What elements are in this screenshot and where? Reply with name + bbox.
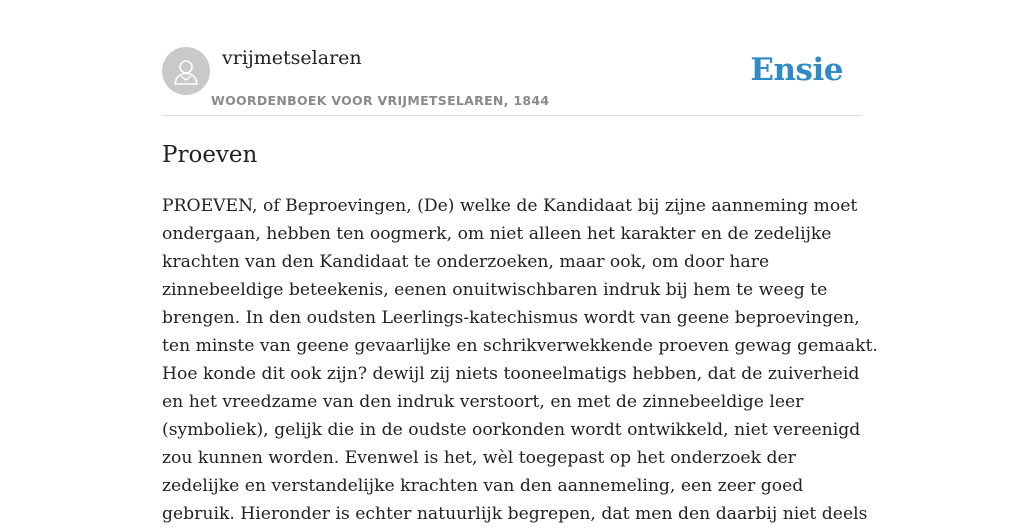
article-body	[162, 192, 878, 528]
body-line: krachten van den Kandidaat te onderzoeken, maar ook, om door hare	[162, 252, 770, 272]
article-container	[162, 0, 878, 524]
body-line: zinnebeeldige beteekenis, eenen onuitwischbaren indruk bij hem te weeg te	[162, 280, 828, 300]
body-line: gebruik. Hieronder is echter natuurlijk begrepen, dat men den daarbij niet deels	[162, 504, 868, 524]
author-avatar[interactable]	[162, 47, 210, 95]
body-line: brengen. In den oudsten Leerlings-katechismus wordt van geene beproevingen,	[162, 308, 860, 328]
user-icon	[171, 56, 201, 86]
body-line: Hoe konde dit ook zijn? dewijl zij niets tooneelmatigs hebben, dat de zuiverheid	[162, 364, 860, 384]
body-line: en het vreedzame van den indruk verstoort, en met de zinnebeeldige leer	[162, 392, 804, 412]
article-title: Proeven	[162, 142, 258, 168]
source-label[interactable]: WOORDENBOEK VOOR VRIJMETSELAREN, 1844	[211, 93, 550, 108]
body-line: ondergaan, hebben ten oogmerk, om niet alleen het karakter en de zedelijke	[162, 224, 832, 244]
author-name[interactable]: vrijmetselaren	[222, 47, 362, 69]
body-line: zedelijke en verstandelijke krachten van den aannemeling, een zeer goed	[162, 476, 804, 496]
body-line: ten minste van geene gevaarlijke en schrikverwekkende proeven gewag gemaakt.	[162, 336, 878, 356]
body-line: PROEVEN, of Beproevingen, (De) welke de Kandidaat bij zijne aanneming moet	[162, 196, 858, 216]
header	[162, 0, 862, 116]
ensie-logo[interactable]: Ensie	[750, 52, 843, 88]
body-line: zou kunnen worden. Evenwel is het, wèl toegepast op het onderzoek der	[162, 448, 796, 468]
body-line: (symboliek), gelijk die in de oudste oorkonden wordt ontwikkeld, niet vereenigd	[162, 420, 861, 440]
